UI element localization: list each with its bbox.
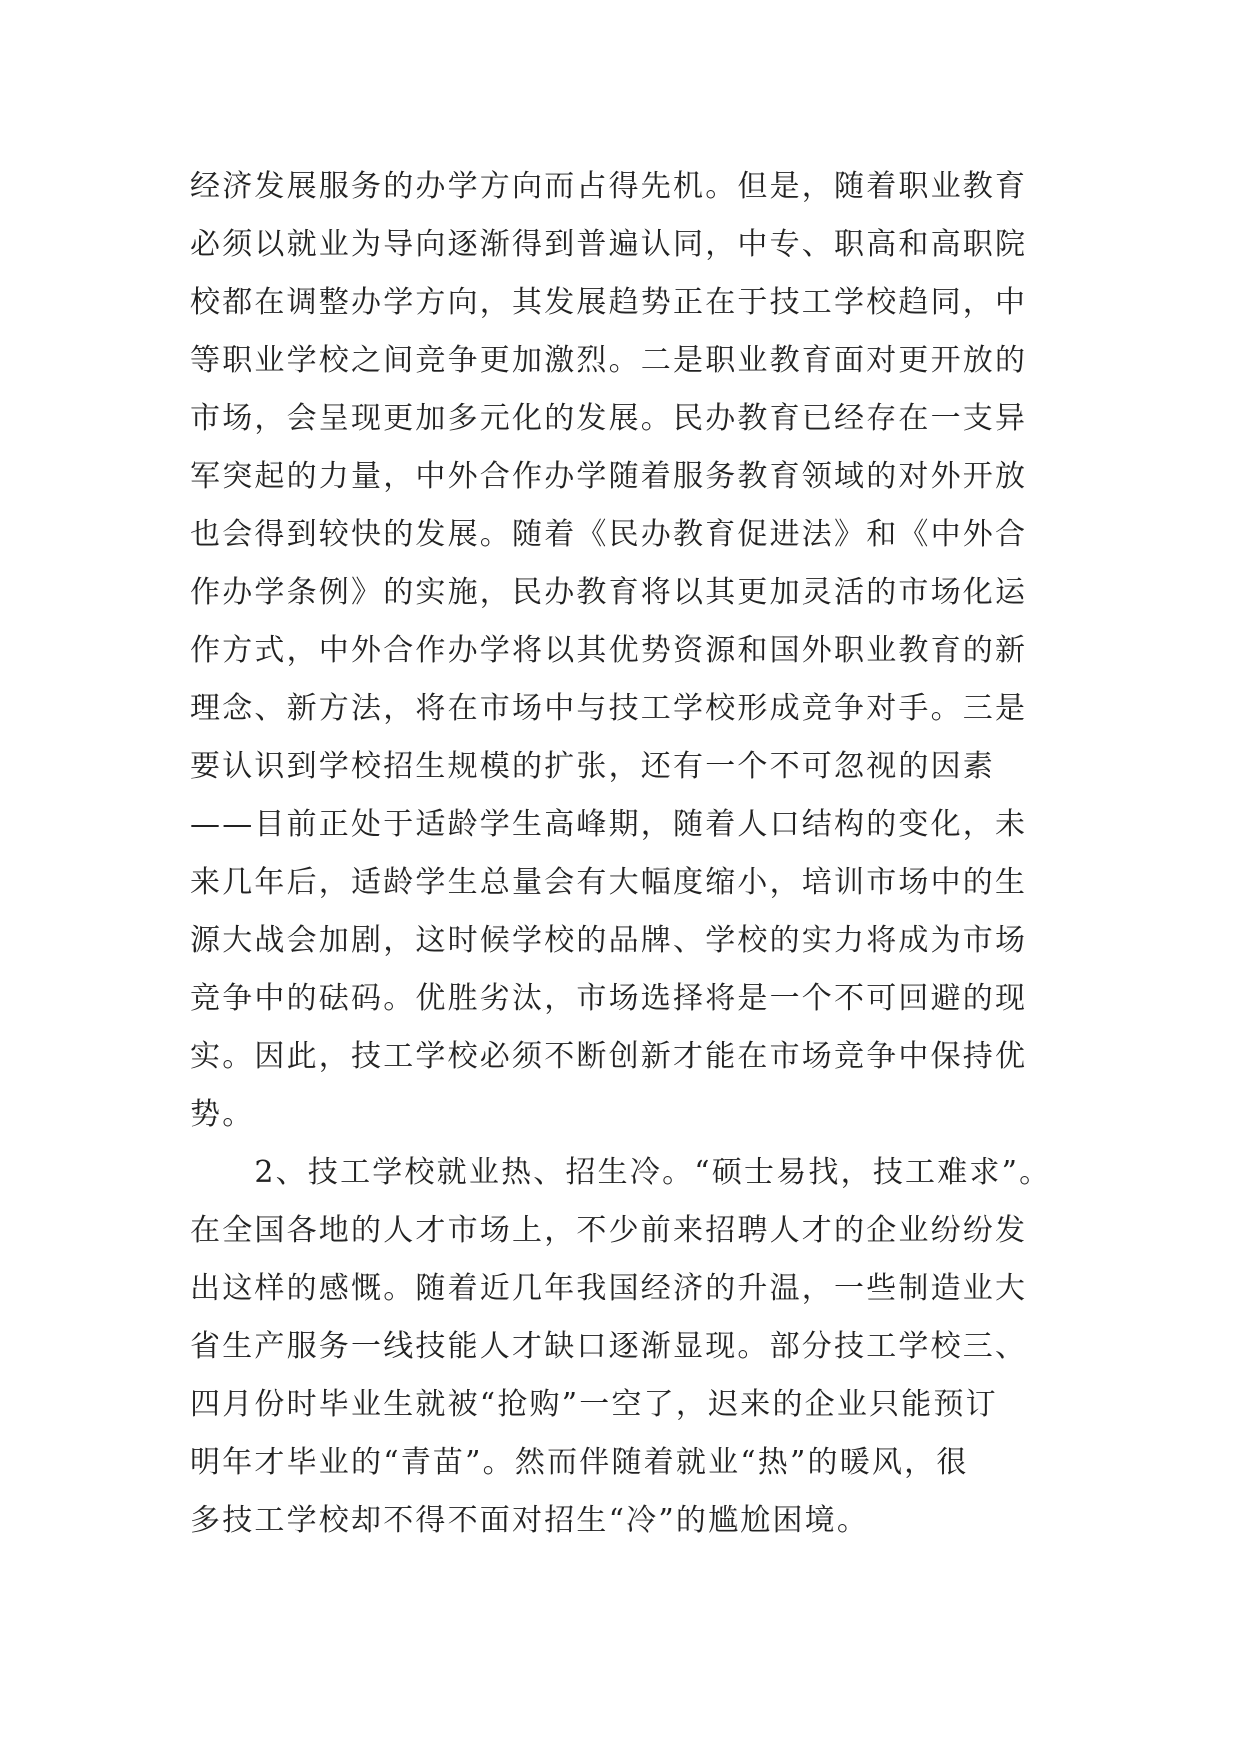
text-line: 来几年后，适龄学生总量会有大幅度缩小，培训市场中的生 — [190, 865, 1028, 900]
text-line: 省生产服务一线技能人才缺口逐渐显现。部分技工学校三、 — [190, 1329, 1028, 1364]
text-line: 校都在调整办学方向，其发展趋势正在于技工学校趋同，中 — [190, 285, 1028, 320]
paragraph-2 — [190, 1144, 1050, 1550]
text-line: 四月份时毕业生就被“抢购”一空了，迟来的企业只能预订 — [190, 1387, 998, 1422]
text-line: 理念、新方法，将在市场中与技工学校形成竞争对手。三是 — [190, 691, 1028, 726]
text-line: 2、技工学校就业热、招生冷。“硕士易找，技工难求”。 — [190, 1155, 1052, 1190]
text-line: 在全国各地的人才市场上，不少前来招聘人才的企业纷纷发 — [190, 1213, 1028, 1248]
text-line: 必须以就业为导向逐渐得到普遍认同，中专、职高和高职院 — [190, 227, 1028, 262]
text-line: 实。因此，技工学校必须不断创新才能在市场竞争中保持优 — [190, 1039, 1028, 1074]
text-line: ——目前正处于适龄学生高峰期，随着人口结构的变化，未 — [190, 807, 1028, 842]
text-line: 明年才毕业的“青苗”。然而伴随着就业“热”的暖风，很 — [190, 1445, 969, 1480]
text-line: 多技工学校却不得不面对招生“冷”的尴尬困境。 — [190, 1503, 870, 1538]
text-line: 要认识到学校招生规模的扩张，还有一个不可忽视的因素 — [190, 749, 995, 784]
text-line: 经济发展服务的办学方向而占得先机。但是，随着职业教育 — [190, 169, 1028, 204]
text-line: 作方式，中外合作办学将以其优势资源和国外职业教育的新 — [190, 633, 1028, 668]
text-line: 出这样的感慨。随着近几年我国经济的升温，一些制造业大 — [190, 1271, 1028, 1306]
text-line: 源大战会加剧，这时候学校的品牌、学校的实力将成为市场 — [190, 923, 1028, 958]
text-line: 军突起的力量，中外合作办学随着服务教育领域的对外开放 — [190, 459, 1028, 494]
text-line: 竞争中的砝码。优胜劣汰，市场选择将是一个不可回避的现 — [190, 981, 1028, 1016]
text-line: 市场，会呈现更加多元化的发展。民办教育已经存在一支异 — [190, 401, 1028, 436]
text-line: 等职业学校之间竞争更加激烈。二是职业教育面对更开放的 — [190, 343, 1028, 378]
text-line: 势。 — [190, 1097, 255, 1132]
text-line: 作办学条例》的实施，民办教育将以其更加灵活的市场化运 — [190, 575, 1028, 610]
text-line: 也会得到较快的发展。随着《民办教育促进法》和《中外合 — [190, 517, 1028, 552]
paragraph-1 — [190, 158, 1050, 1144]
